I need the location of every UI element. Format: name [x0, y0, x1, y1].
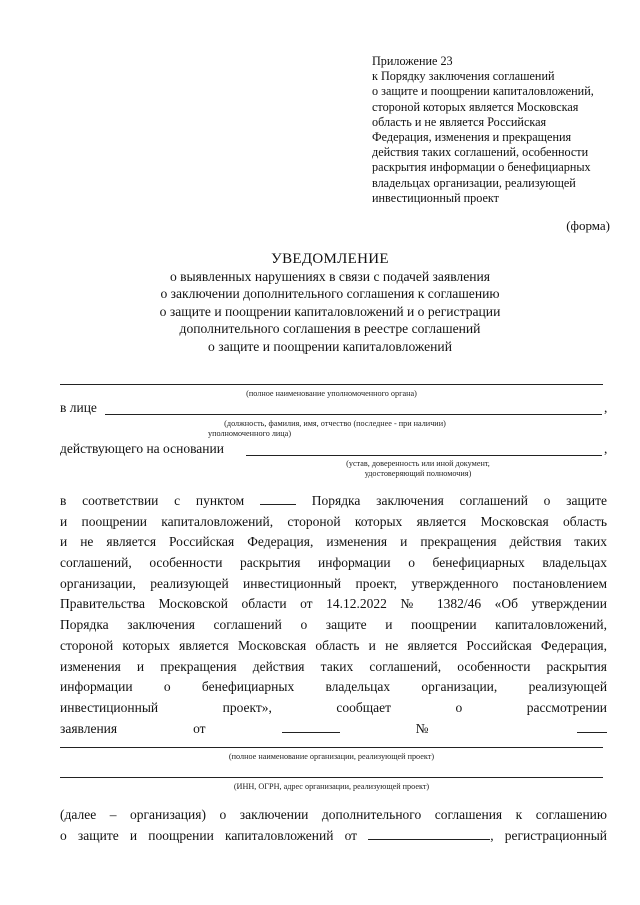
organization-details-caption: (ИНН, ОГРН, адрес организации, реализующей проект) — [233, 782, 430, 791]
subtitle-line: о заключении дополнительного соглашения к соглашению — [160, 286, 500, 302]
appendix-header — [372, 54, 632, 206]
body-text: , регистрационный — [490, 827, 608, 843]
subtitle-line: дополнительного соглашения в реестре соглашений — [179, 321, 481, 337]
application-date-field[interactable] — [282, 721, 340, 733]
appendix-line: раскрытия информации о бенефициарных — [372, 160, 591, 175]
subtitle-line: о защите и поощрении капиталовложений и о регистрации — [159, 303, 501, 319]
body-line: и не является Российская Федерация, изменения и прекращения действия таких — [60, 534, 607, 550]
organization-name-field[interactable] — [60, 747, 603, 748]
subtitle-line: о защите и поощрении капиталовложений — [208, 338, 452, 354]
body-line — [60, 491, 607, 512]
body-text: от — [193, 720, 206, 736]
body-line: организации, реализующей инвестиционный проект, утвержденного постановлением — [60, 575, 607, 591]
comma: , — [604, 400, 608, 415]
authority-name-caption: (полное наименование уполномоченного органа) — [246, 389, 417, 398]
body-paragraph — [60, 491, 607, 739]
body-text: № — [415, 720, 502, 736]
agreement-date-field[interactable] — [368, 828, 490, 840]
in-person-field[interactable] — [105, 414, 602, 415]
body-word: сообщает — [336, 699, 392, 715]
body-line — [60, 826, 607, 847]
body-line — [60, 677, 607, 698]
body-text: о защите и поощрении капиталовложений от — [60, 827, 358, 843]
body-line: соглашений, особенности раскрытия информации о бенефициарных владельцах — [60, 555, 607, 571]
body-text: заявления — [60, 720, 118, 736]
acting-basis-label: действующего на основании — [60, 441, 224, 456]
subtitle-line: о выявленных нарушениях в связи с подачей заявления — [169, 269, 491, 284]
appendix-line: область и не является Российская — [372, 114, 547, 129]
form-label: (форма) — [566, 218, 610, 233]
body-line: Порядка заключения соглашений о защите и поощрении капиталовложений, — [60, 617, 607, 633]
application-number-field[interactable] — [577, 721, 607, 733]
acting-basis-caption: (устав, доверенность или иной документ, — [346, 459, 490, 468]
body-line: стороной которых является Московская область и не является Российская Федерация, — [60, 637, 607, 653]
appendix-line: к Порядку заключения соглашений — [372, 69, 555, 84]
body-word: организации, — [421, 679, 498, 695]
authority-name-field[interactable] — [60, 384, 603, 385]
appendix-line: действия таких соглашений, особенности — [372, 145, 589, 160]
body-text: в соответствии с пунктом — [60, 493, 245, 508]
appendix-line: инвестиционный проект — [372, 190, 499, 205]
in-person-label: в лице — [60, 400, 97, 415]
appendix-line: Приложение 23 — [372, 54, 453, 68]
body-word: информации — [60, 679, 133, 695]
body-word: о — [455, 699, 463, 715]
body-line: (далее – организация) о заключении дополнительного соглашения к соглашению — [60, 807, 607, 822]
organization-details-field[interactable] — [60, 777, 603, 778]
body-word: реализующей — [528, 679, 608, 695]
body-word: проект», — [222, 699, 272, 715]
body-line: изменения и прекращения действия таких соглашений, особенности раскрытия — [60, 658, 607, 674]
body-word: владельцах — [325, 679, 391, 695]
title-block — [60, 250, 600, 355]
organization-name-caption: (полное наименование организации, реализующей проект) — [228, 752, 435, 761]
comma: , — [604, 441, 608, 456]
body-text: Порядка заключения соглашений о защите — [311, 493, 608, 508]
in-person-caption: уполномоченного лица) — [208, 429, 292, 438]
document-title: УВЕДОМЛЕНИЕ — [271, 251, 389, 267]
body-line — [60, 698, 607, 719]
appendix-line: владельцах организации, реализующей — [372, 175, 576, 190]
acting-basis-field[interactable] — [246, 455, 602, 456]
body-line: Правительства Московской области от 14.12.2022 № 1382/46 «Об утверждении — [60, 596, 607, 612]
appendix-line: стороной которых является Московская — [372, 99, 579, 114]
body-word: рассмотрении — [526, 699, 608, 715]
body-line — [60, 719, 607, 740]
body-word: о — [163, 679, 171, 695]
body-word: бенефициарных — [201, 679, 295, 695]
body-word: инвестиционный — [60, 699, 159, 715]
appendix-line: Федерация, изменения и прекращения — [372, 130, 572, 145]
bottom-paragraph — [60, 805, 607, 846]
clause-number-field[interactable] — [260, 493, 296, 505]
acting-basis-caption: удостоверяющий полномочия) — [364, 469, 472, 478]
in-person-caption: (должность, фамилия, имя, отчество (последнее - при наличии) — [224, 419, 446, 428]
appendix-line: о защите и поощрении капиталовложений, — [372, 84, 594, 99]
body-line: и поощрении капиталовложений, стороной которых является Московская область — [60, 513, 607, 529]
